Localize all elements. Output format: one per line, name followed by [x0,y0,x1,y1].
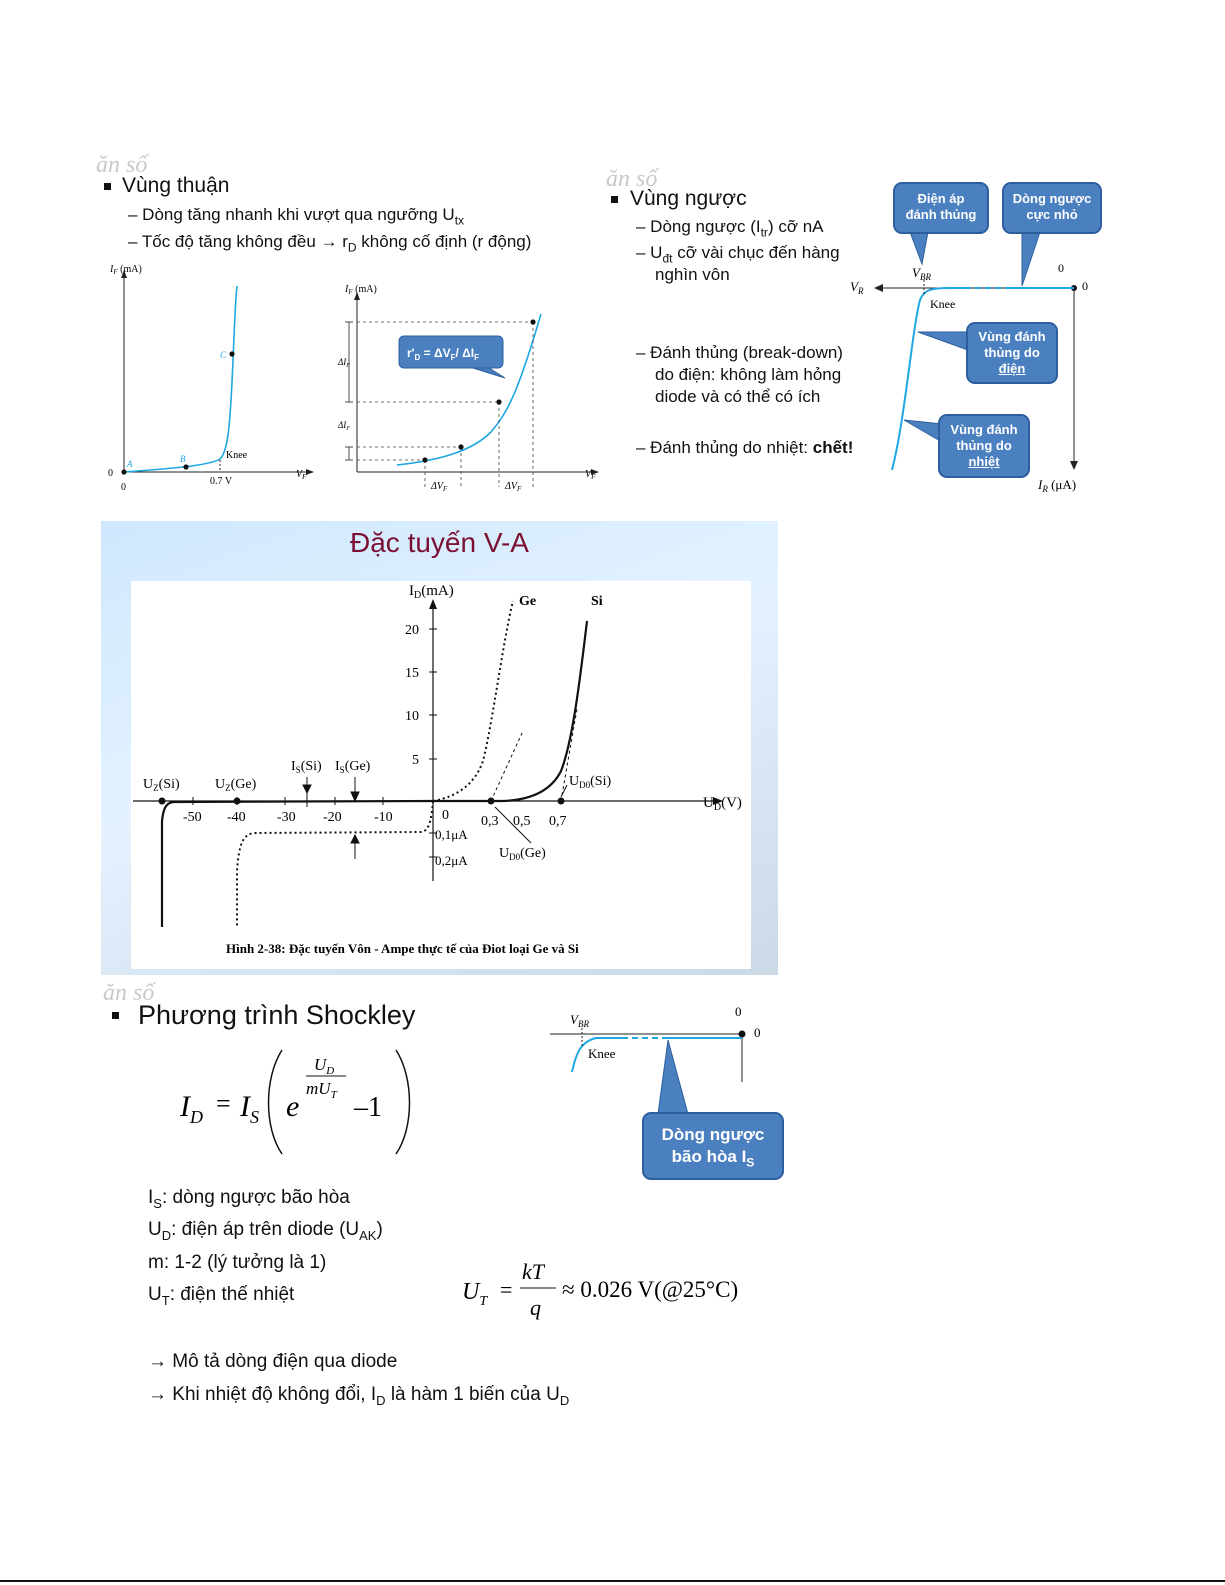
va-ytick-15: 15 [405,666,419,681]
rev-knee: Knee [930,297,956,311]
thermal-voltage-equation [460,1255,780,1327]
sh-knee: Knee [588,1046,616,1061]
forward-curve-figure [100,262,320,497]
va-rtick-2: 0,2μA [435,853,468,868]
va-chart-canvas [131,581,751,969]
va-xtick-05: 0,5 [513,814,531,829]
f1-ylabel: $I_F$ (mA) [110,264,142,276]
forward-line-1: – Dòng tăng nhanh khi vượt qua ngưỡng $U_{tx}$ [128,205,465,228]
bullet-reverse [611,196,618,203]
reverse-line-3b: do điện: không làm hỏng [655,365,842,384]
va-chart-caption: Hình 2-38: Đặc tuyến Vôn - Ampe thực tế của Điot loại Ge và Si [226,941,579,956]
watermark-2: ăn số [606,166,658,192]
ann-is-si: $I_S(Si)$ [291,759,322,775]
def-ut: $U_T$: điện thế nhiệt [148,1284,295,1308]
ann-uz-ge: $U_Z(Ge)$ [215,777,257,793]
page-bottom-rule [0,1580,1225,1582]
f2-dI-2: $\Delta I_F$ [338,420,350,432]
series-ge-label: Ge [519,594,537,609]
f1-label-b: B [180,454,186,464]
sh-vbr: $V_{BR}$ [570,1012,589,1029]
f1-origin-x: 0 [121,482,126,493]
ut-equals: = [500,1277,513,1302]
ann-uz-si: $U_Z(Si)$ [143,777,180,793]
reverse-line-1: – Dòng ngược $(I_{tr})$ cỡ nA [636,217,824,240]
ann-ud0-si: $U_{D0}(Si)$ [569,774,612,790]
va-chart-svg [131,581,751,969]
rev-zero-2: 0 [1082,279,1088,293]
eq-minus-one: –1 [354,1092,382,1123]
bullet-shockley [112,1012,119,1019]
f2-dV-2: $\Delta V_F$ [505,481,522,493]
reverse-line-2: – $U_{đt}$ cỡ vài chục đến hàng [636,243,840,266]
watermark-3: ăn số [103,980,155,1006]
f2-xlabel: $V_F$ [585,469,596,481]
note-2: → Khi nhiệt độ không đổi, $I_D$ là hàm 1 biến của $U_D$ [148,1384,570,1408]
eq-id: $I_D$ [180,1090,203,1127]
def-is: $I_S$: dòng ngược bão hòa [148,1187,350,1211]
va-rtick-1: 0,1μA [435,827,468,842]
ut-rhs: ≈ 0.026 V(@25°C) [562,1277,739,1302]
va-xtick-m30: -30 [277,810,296,825]
va-xtick-m40: -40 [227,810,246,825]
va-ytick-20: 20 [405,623,419,638]
ut-lhs: $U_T$ [462,1279,488,1309]
def-ud: $U_D$: điện áp trên diode $(U_{AK})$ [148,1219,383,1243]
eq-num: $U_D$ [314,1055,335,1077]
eq-is: $I_S$ [240,1090,259,1127]
reverse-line-2b: nghìn vôn [655,265,730,284]
reverse-title: Vùng ngược [630,187,747,210]
watermark-1: ăn số [96,152,148,178]
rev-zero-1: 0 [1058,261,1064,275]
f1-point-a [121,469,126,474]
def-m: m: 1-2 (lý tưởng là 1) [148,1252,327,1273]
va-chart-panel [101,521,778,975]
va-chart-title: Đặc tuyến V-A [350,527,529,558]
series-si-forward [433,621,587,801]
f1-vtick: 0.7 V [210,476,233,487]
callout-breakdown-voltage: Điện áp đánh thủng [893,182,989,234]
f1-point-c [229,351,234,356]
ann-ud0-ge: $U_{D0}(Ge)$ [499,846,546,862]
f1-origin-y: 0 [108,468,113,479]
callout-electrical-breakdown: Vùng đánh thủng do điện [966,322,1058,384]
va-xtick-m20: -20 [323,810,342,825]
f1-label-a: A [127,459,133,469]
bullet-forward [104,183,111,190]
shockley-equation [178,1048,418,1158]
rev-ir: $I_R$ (μA) [1038,477,1077,494]
rev-vr: $V_R$ [850,279,864,296]
eq-e: e [286,1090,300,1123]
ut-num: kT [522,1259,544,1284]
f2-callout: $r'_D = \Delta V_F/$ $\Delta I_F$ [407,346,480,362]
note-1: → Mô tả dòng điện qua diode [148,1351,398,1372]
series-ge-forward [433,601,513,801]
eq-equals: = [216,1089,231,1118]
f1-xlabel: $V_F$ [296,469,307,481]
f2-dI-1: $\Delta I_F$ [338,357,350,369]
ann-is-ge: $I_S(Ge)$ [335,759,371,775]
reverse-line-3c: diode và có thể có ích [655,387,821,406]
f1-label-c: C [220,350,227,360]
va-xlabel: $U_D(V)$ [703,795,742,813]
ut-den: q [530,1295,541,1320]
f1-point-b [183,464,188,469]
f2-ylabel: $I_F$ (mA) [345,284,377,296]
forward-line-2: – Tốc độ tăng không đều → $r_D$ không cố định (r động) [128,232,532,255]
va-ytick-5: 5 [412,753,419,768]
callout-small-reverse-current: Dòng ngược cực nhỏ [1002,182,1102,234]
eq-den: $mU_T$ [306,1079,337,1101]
series-si-label: Si [591,594,603,609]
reverse-line-4: – Đánh thủng do nhiệt: chết! [636,438,854,457]
reverse-line-3a: – Đánh thủng (break-down) [636,343,843,362]
f1-knee: Knee [226,450,248,461]
callout-saturation-current: Dòng ngược bão hòa $I_S$ [642,1112,784,1180]
va-xtick-03: 0,3 [481,814,499,829]
va-xtick-m50: -50 [183,810,202,825]
forward-title: Vùng thuận [122,174,230,197]
va-xtick-m10: -10 [374,810,393,825]
sh-zero-1: 0 [735,1004,742,1019]
va-xtick-0: 0 [442,808,449,823]
shockley-title: Phương trình Shockley [138,1000,416,1030]
va-ytick-10: 10 [405,709,419,724]
va-xtick-07: 0,7 [549,814,567,829]
rev-vbr: $V_{BR}$ [912,265,931,282]
forward-dynamic-resistance-figure [333,282,613,500]
callout-thermal-breakdown: Vùng đánh thủng do nhiệt [938,414,1030,478]
sh-zero-2: 0 [754,1025,761,1040]
f2-dV-1: $\Delta V_F$ [431,481,448,493]
va-ylabel: $I_D(mA)$ [409,583,454,601]
